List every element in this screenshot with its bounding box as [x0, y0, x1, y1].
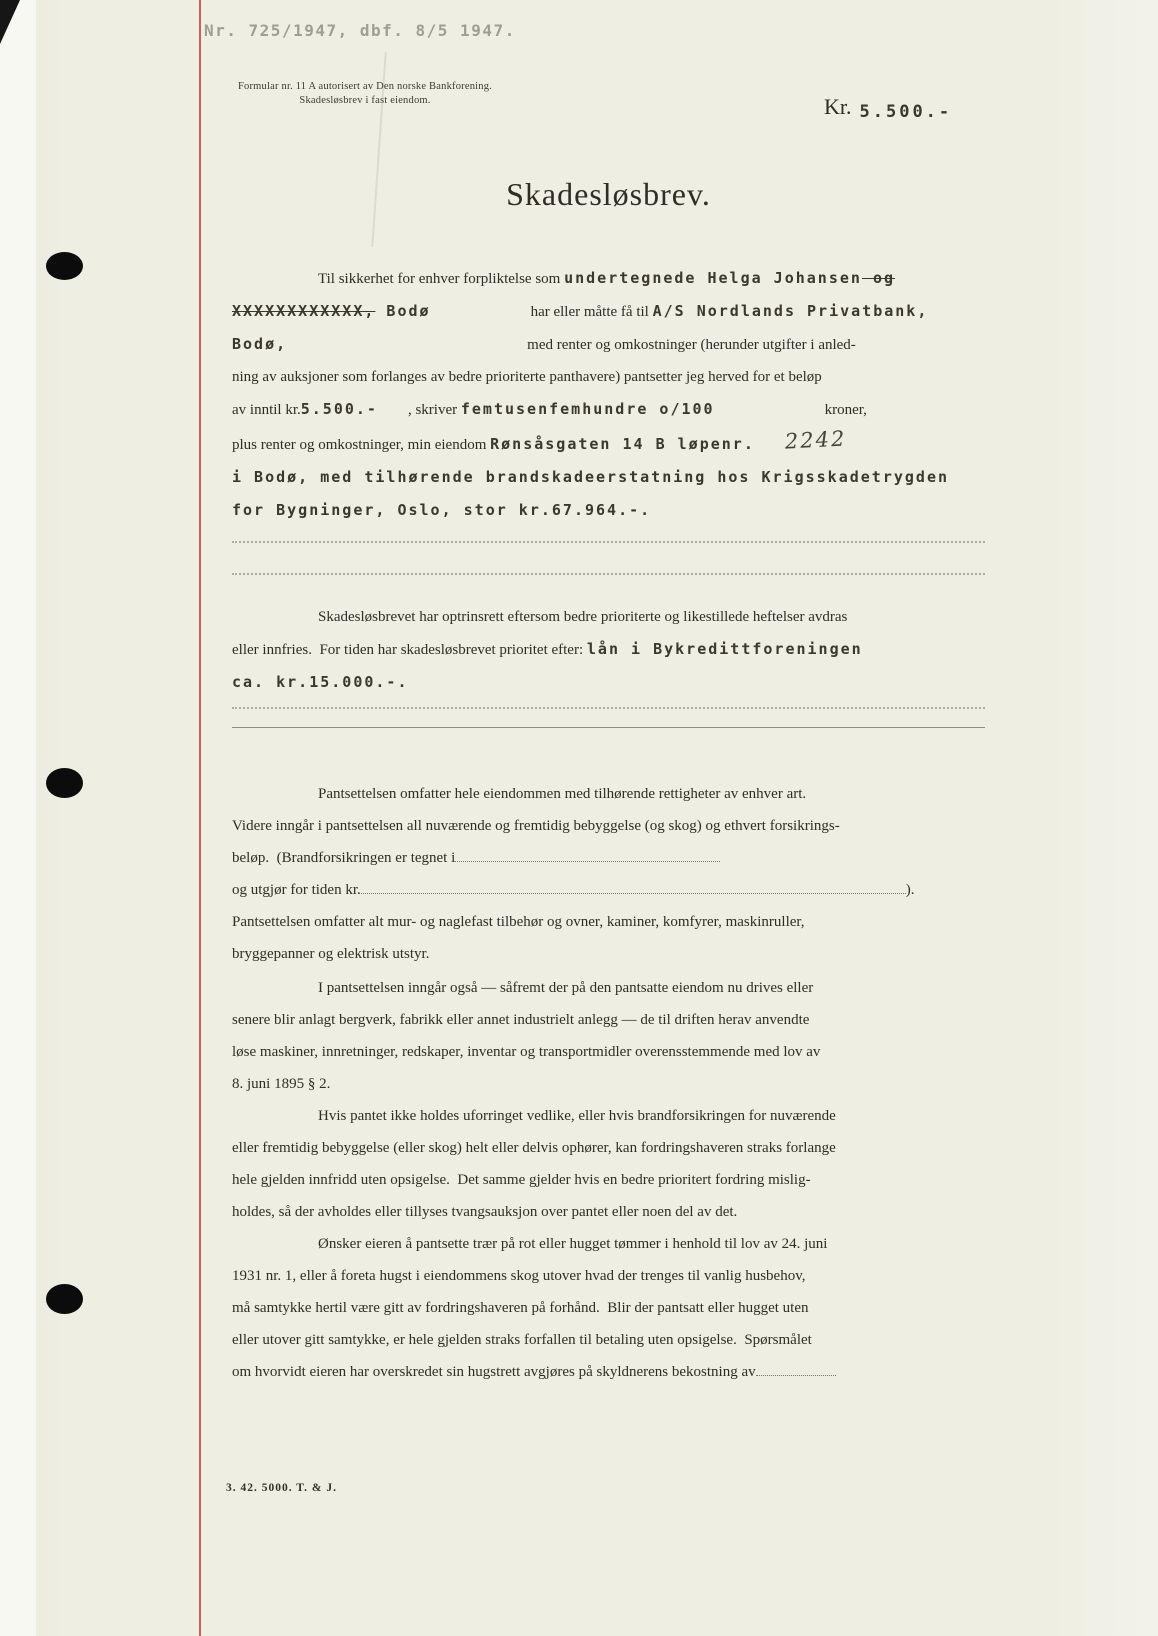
text-line [232, 1132, 985, 1164]
text-line [232, 810, 985, 842]
printed-text: Ønsker eieren å pantsette trær på rot eller hugget tømmer i henhold til lov av 24. juni [318, 1236, 828, 1252]
printed-text: I pantsettelsen inngår også — såfremt der på den pantsatte eiendom nu drives eller [318, 980, 814, 996]
text-line [232, 874, 985, 906]
text-line [232, 1324, 985, 1356]
text-line [232, 426, 985, 461]
document-body [232, 262, 985, 1388]
fill-in-dotted-line [756, 1362, 836, 1377]
text-line [232, 938, 985, 970]
text-line [232, 1228, 985, 1260]
typewritten-text: Bodø [375, 302, 431, 320]
printed-text: 1931 nr. 1, eller å foreta hugst i eiendommens skog utover hvad der trenges til vanlig husbehov, [232, 1268, 806, 1284]
fill-in-dotted-line [361, 880, 906, 895]
text-line [232, 461, 985, 494]
text-line [232, 262, 985, 295]
text-line [232, 1260, 985, 1292]
text-line [232, 295, 985, 328]
typewritten-text: for Bygninger, Oslo, stor kr.67.964.-. [232, 501, 652, 519]
text-line [232, 328, 985, 361]
document-title: Skadesløsbrev. [506, 176, 711, 212]
text-line [232, 1100, 985, 1132]
printed-text: ). [905, 882, 915, 898]
amount-label: Kr. [824, 94, 852, 119]
printed-text: bryggepanner og elektrisk utstyr. [232, 946, 430, 962]
print-code: 3. 42. 5000. T. & J. [226, 1482, 337, 1494]
typewritten-text: Bodø, [232, 335, 288, 353]
journal-number: Nr. 725/1947, dbf. 8/5 1947. [204, 21, 516, 40]
printed-text: beløp. (Brandforsikringen er tegnet i [232, 850, 456, 866]
text-line [232, 1004, 985, 1036]
scan-edge-strip [0, 0, 37, 1636]
text-line [232, 393, 985, 426]
scan-corner-artifact [0, 0, 20, 44]
punch-hole [46, 768, 83, 798]
text-line [232, 361, 985, 393]
handwritten-text: 2242 [784, 426, 847, 454]
text-line [232, 633, 985, 666]
form-note-line2: Skadesløsbrev i fast eiendom. [299, 95, 431, 106]
printed-text: av inntil kr. [232, 402, 301, 418]
printed-text: ning av auksjoner som forlanges av bedre prioriterte panthavere) pantsetter jeg herved for et beløp [232, 369, 822, 385]
form-note-line1: Formular nr. 11 A autorisert av Den norske Bankforening. [238, 81, 493, 92]
printed-text: eller fremtidig bebyggelse (eller skog) helt eller delvis ophører, kan fordringshaveren straks forlange [232, 1140, 836, 1156]
text-line [232, 1164, 985, 1196]
printed-text: må samtykke hertil være gitt av fordringshaveren på forhånd. Blir der pantsatt eller hugget uten [232, 1300, 809, 1316]
fill-in-dotted-line [455, 848, 720, 863]
printed-text: holdes, så der avholdes eller tillyses tvangsauksjon over pantet eller noen del av det. [232, 1204, 738, 1220]
text-line [232, 1068, 985, 1100]
printed-text: løse maskiner, innretninger, redskaper, inventar og transportmidler overensstemmende med lov av [232, 1044, 821, 1060]
text-line [232, 1196, 985, 1228]
text-line [232, 494, 985, 527]
struck-out-text: XXXXXXXXXXXX, [232, 302, 376, 320]
text-line [232, 906, 985, 938]
typewritten-text: ca. kr.15.000.-. [232, 673, 409, 691]
printed-text: med renter og omkostninger (herunder utgifter i anled- [527, 337, 856, 353]
typewritten-text: i Bodø, med tilhørende brandskadeerstatning hos Krigsskadetrygden [232, 468, 949, 486]
text-line [232, 601, 985, 633]
typewritten-text: Rønsåsgaten 14 B løpenr. [490, 435, 755, 453]
printed-text: hele gjelden innfridd uten opsigelse. Det samme gjelder hvis en bedre prioritert fordring mislig- [232, 1172, 811, 1188]
printed-text: eller innfries. For tiden har skadesløsbrevet prioritet efter: [232, 642, 587, 658]
printed-text: 8. juni 1895 § 2. [232, 1076, 331, 1092]
printed-text: har eller måtte få til [530, 304, 653, 320]
printed-text: Pantsettelsen omfatter alt mur- og naglefast tilbehør og ovner, kaminer, komfyrer, maskinruller, [232, 914, 805, 930]
form-identification [238, 80, 492, 108]
amount-annotation [808, 76, 952, 138]
printed-text: Til sikkerhet for enhver forpliktelse som [318, 271, 565, 287]
printed-text: Pantsettelsen omfatter hele eiendommen med tilhørende rettigheter av enhver art. [318, 786, 807, 802]
printed-text: Videre inngår i pantsettelsen all nuværende og fremtidig bebyggelse (og skog) og ethvert forsikrings- [232, 818, 840, 834]
dotted-ruled-line [232, 707, 985, 709]
text-line [232, 1036, 985, 1068]
typewritten-text: lån i Bykredittforeningen [586, 640, 863, 658]
printed-text: og utgjør for tiden kr. [232, 882, 361, 898]
printed-text: Skadesløsbrevet har optrinsrett eftersom bedre prioriterte og likestillede heftelser avdras [318, 609, 848, 625]
text-line [232, 666, 985, 699]
struck-out-text: og [861, 269, 896, 287]
typewritten-text: A/S Nordlands Privatbank, [652, 302, 929, 320]
dotted-ruled-line [232, 573, 985, 575]
amount-value: 5.500.- [859, 102, 953, 122]
printed-text: Hvis pantet ikke holdes uforringet vedlike, eller hvis brandforsikringen for nuværende [318, 1108, 836, 1124]
text-line [232, 842, 985, 874]
printed-text: kroner, [824, 402, 867, 418]
text-line [232, 1356, 985, 1388]
dotted-ruled-line [232, 541, 985, 543]
text-line [232, 778, 985, 810]
typewritten-text: femtusenfemhundre o/100 [460, 400, 715, 418]
typewritten-text: 5.500.- [300, 400, 378, 418]
text-line [232, 1292, 985, 1324]
printed-text: plus renter og omkostninger, min eiendom [232, 437, 491, 453]
text-line [232, 972, 985, 1004]
printed-text: senere blir anlagt bergverk, fabrikk eller annet industrielt anlegg — de til driften herav anvendte [232, 1012, 810, 1028]
printed-text: eller utover gitt samtykke, er hele gjelden straks forfallen til betaling uten opsigelse. Spørsmålet [232, 1332, 812, 1348]
punch-hole [46, 252, 83, 280]
punch-hole [46, 1284, 83, 1314]
printed-text: , skriver [407, 402, 461, 418]
printed-text: om hvorvidt eieren har overskredet sin hugstrett avgjøres på skyldnerens bekostning av [232, 1364, 756, 1380]
ruled-line [232, 727, 985, 728]
red-margin-line [199, 0, 201, 1636]
typewritten-text: undertegnede Helga Johansen [564, 269, 862, 287]
